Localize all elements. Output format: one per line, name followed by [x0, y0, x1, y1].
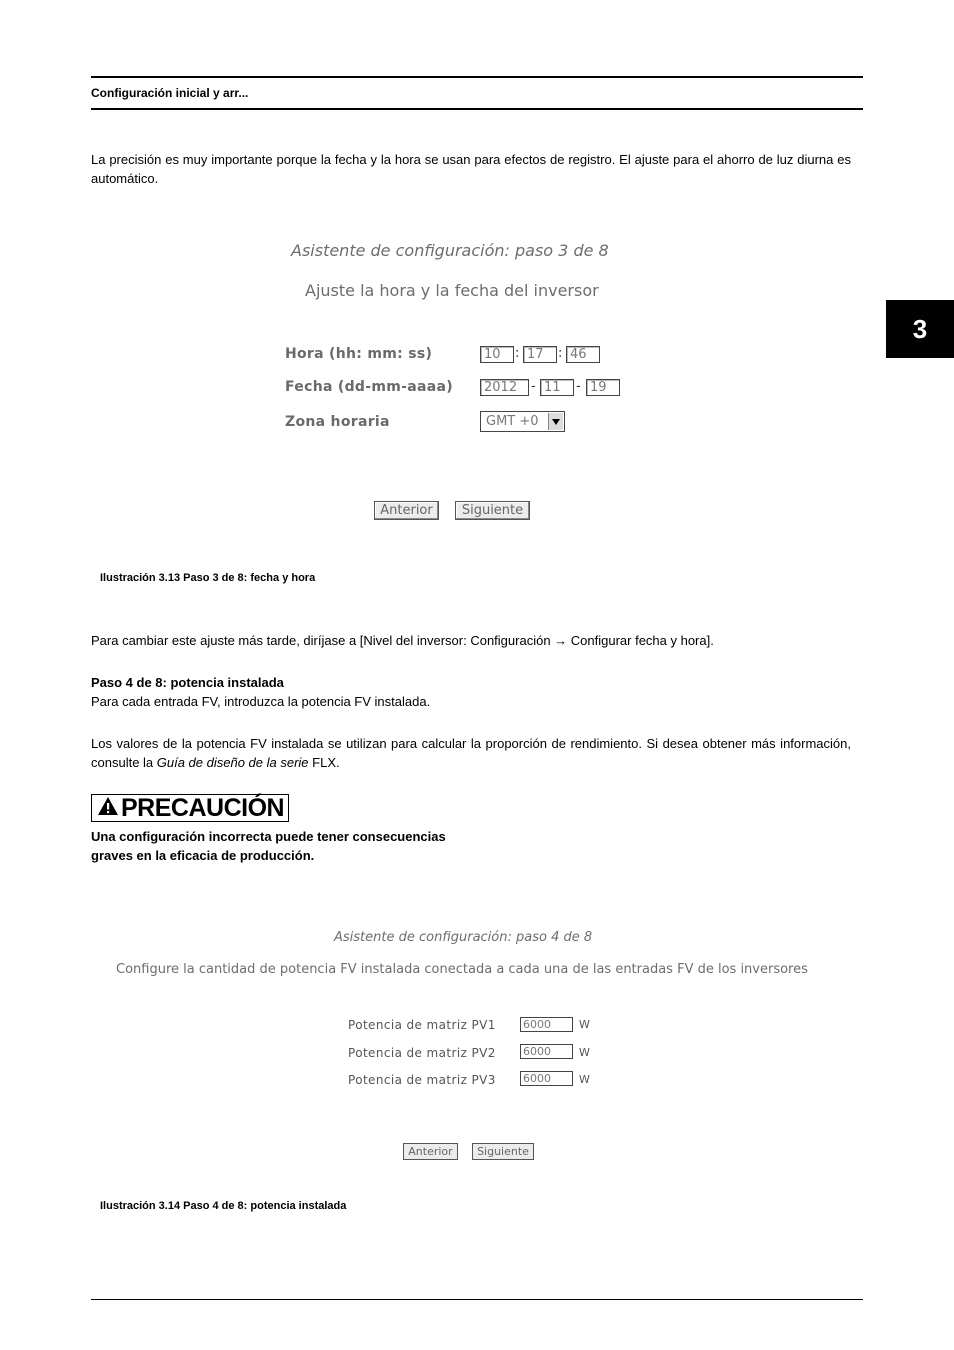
timezone-select[interactable] [480, 411, 565, 432]
header-top-rule [91, 76, 863, 78]
pv3-power-input[interactable]: 6000 [520, 1071, 573, 1086]
date-separator: - [531, 379, 536, 394]
design-guide-title: Guía de diseño de la serie [156, 755, 309, 770]
chevron-down-icon[interactable] [548, 413, 563, 430]
chapter-tab: 3 [886, 300, 954, 358]
pv-values-text-end: FLX. [308, 755, 340, 770]
header-title: Configuración inicial y arr... [91, 86, 249, 100]
timezone-label: Zona horaria [285, 414, 390, 430]
wizard4-title: Asistente de configuración: paso 4 de 8 [334, 930, 593, 945]
wizard3-previous-button[interactable]: Anterior [374, 501, 439, 520]
step4-heading: Paso 4 de 8: potencia instalada [91, 675, 284, 690]
figure-caption-3-13: Ilustración 3.13 Paso 3 de 8: fecha y hora [100, 572, 316, 584]
change-setting-paragraph: Para cambiar este ajuste más tarde, diríjase a [Nivel del inversor: Configuración → Configurar fecha y hora]. [91, 633, 714, 648]
date-field-2-input[interactable]: 11 [540, 379, 574, 396]
intro-paragraph: La precisión es muy importante porque la fecha y la hora se usan para efectos de registro. El ajuste para el ahorro de luz diurna es automático. [91, 152, 851, 186]
date-separator: - [576, 379, 581, 394]
wizard3-subtitle: Ajuste la hora y la fecha del inversor [305, 281, 599, 300]
warning-triangle-icon [97, 796, 119, 821]
pv3-unit: W [579, 1073, 590, 1086]
step4-text: Para cada entrada FV, introduzca la potencia FV instalada. [91, 694, 431, 709]
header-bottom-rule [91, 108, 863, 110]
time-separator: : [515, 346, 520, 361]
pv1-unit: W [579, 1018, 590, 1031]
pv1-power-input[interactable]: 6000 [520, 1017, 573, 1032]
time-label: Hora (hh: mm: ss) [285, 346, 433, 362]
date-field-3-input[interactable]: 19 [586, 379, 620, 396]
wizard4-next-button[interactable]: Siguiente [472, 1143, 534, 1160]
caution-body: Una configuración incorrecta puede tener consecuencias graves en la eficacia de producción. [91, 829, 446, 863]
caution-label: PRECAUCIÓN [121, 794, 285, 822]
date-field-1-input[interactable]: 2012 [480, 379, 529, 396]
wizard3-next-button[interactable]: Siguiente [455, 501, 530, 520]
pv2-label: Potencia de matriz PV2 [348, 1046, 496, 1060]
pv3-label: Potencia de matriz PV3 [348, 1073, 496, 1087]
footer-rule [91, 1299, 863, 1300]
time-hours-input[interactable]: 10 [480, 346, 514, 363]
date-label: Fecha (dd-mm-aaaa) [285, 379, 453, 395]
caution-box [91, 794, 289, 822]
pv-values-text: Los valores de la potencia FV instalada se utilizan para calcular la proporción de rendimiento. Si desea obtener más información, consulte la [91, 736, 851, 770]
time-minutes-input[interactable]: 17 [523, 346, 557, 363]
wizard3-title: Asistente de configuración: paso 3 de 8 [291, 241, 609, 260]
wizard4-previous-button[interactable]: Anterior [403, 1143, 458, 1160]
wizard4-subtitle: Configure la cantidad de potencia FV instalada conectada a cada una de las entradas FV de los inversores [116, 962, 808, 977]
time-seconds-input[interactable]: 46 [566, 346, 600, 363]
pv2-unit: W [579, 1046, 590, 1059]
pv1-label: Potencia de matriz PV1 [348, 1018, 496, 1032]
pv-values-paragraph [91, 734, 851, 772]
pv2-power-input[interactable]: 6000 [520, 1044, 573, 1059]
timezone-value: GMT +0 [486, 414, 539, 429]
figure-caption-3-14: Ilustración 3.14 Paso 4 de 8: potencia instalada [100, 1200, 347, 1212]
time-separator: : [558, 346, 563, 361]
